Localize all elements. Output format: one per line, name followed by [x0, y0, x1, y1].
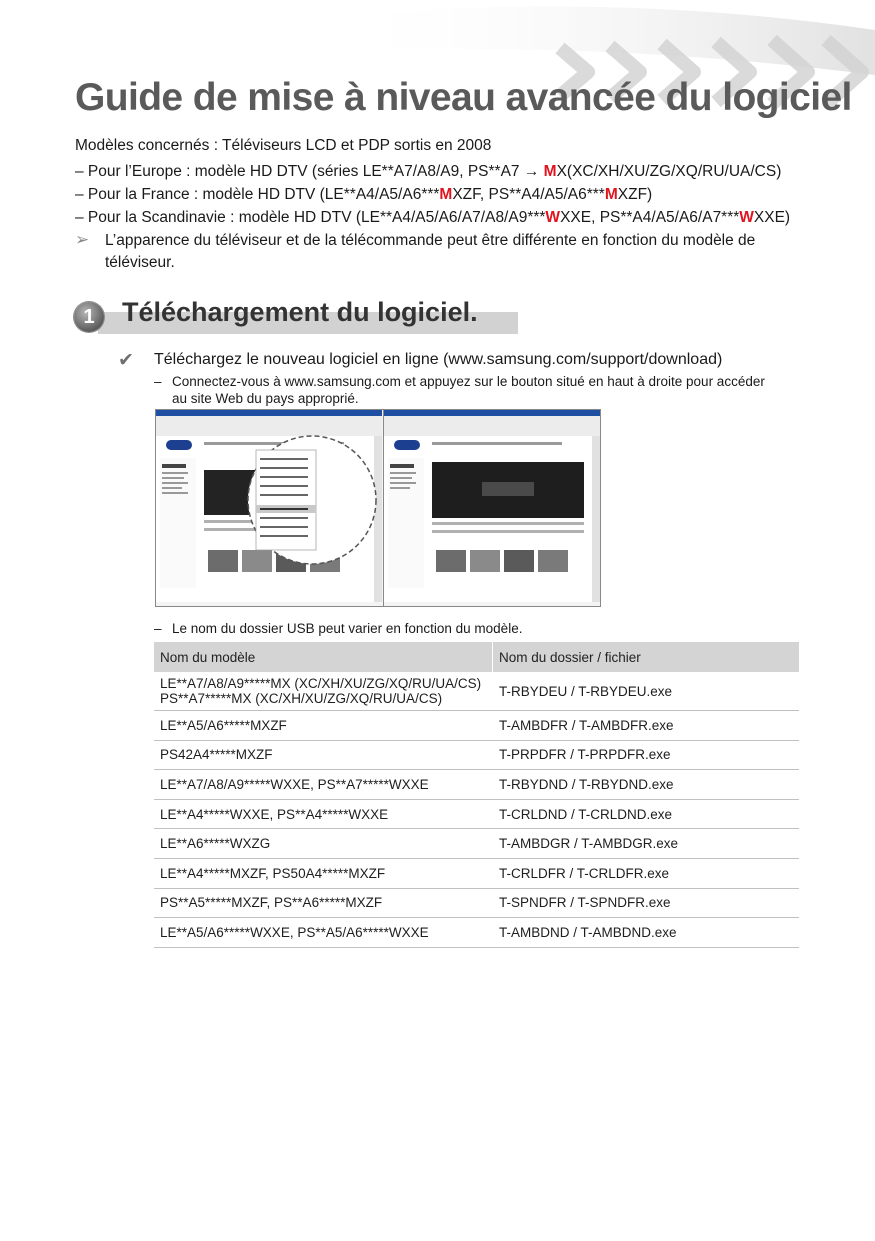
- model-cell: [154, 672, 493, 711]
- step-subtext: [154, 373, 774, 407]
- scandinavia-text: – Pour la Scandinavie : modèle HD DTV (LE**A4/A5/A6/A7/A8/A9***: [75, 209, 546, 226]
- model-line: LE**A7/A8/A9*****MX (XC/XH/XU/ZG/XQ/RU/UA/CS): [160, 676, 482, 691]
- model-cell: LE**A6*****WXZG: [154, 829, 493, 859]
- model-line: PS**A7*****MX (XC/XH/XU/ZG/XQ/RU/UA/CS): [160, 691, 443, 706]
- scandinavia-highlight: W: [545, 209, 561, 226]
- france-text-end: XZF): [617, 186, 653, 203]
- section-title: Téléchargement du logiciel.: [122, 297, 478, 327]
- dash-bullet-2: –: [154, 621, 162, 636]
- france-text: – Pour la France : modèle HD DTV (LE**A4/A5/A6***: [75, 186, 440, 203]
- browser-mockup-1: [156, 410, 382, 606]
- france-highlight-2: M: [604, 186, 618, 203]
- scandinavia-text-end: XXE): [753, 209, 791, 226]
- table-header-row: [154, 642, 799, 672]
- table-note-text: Le nom du dossier USB peut varier en fonction du modèle.: [172, 621, 523, 636]
- models-concerned: Modèles concernés : Téléviseurs LCD et PDP sortis en 2008: [75, 137, 492, 154]
- file-cell: T-AMBDFR / T-AMBDFR.exe: [493, 711, 800, 741]
- file-cell: T-SPNDFR / T-SPNDFR.exe: [493, 888, 800, 918]
- model-cell: LE**A7/A8/A9*****WXXE, PS**A7*****WXXE: [154, 770, 493, 800]
- table-row: [154, 711, 799, 741]
- table-row: [154, 799, 799, 829]
- table-row: [154, 829, 799, 859]
- step-text: Téléchargez le nouveau logiciel en ligne (www.samsung.com/support/download): [154, 351, 723, 368]
- table-row: [154, 672, 799, 711]
- step-subtext-content: Connectez-vous à www.samsung.com et appuyez sur le bouton situé en haut à droite pour accéder au site Web du pays approprié.: [172, 374, 765, 406]
- model-cell: LE**A4*****WXXE, PS**A4*****WXXE: [154, 799, 493, 829]
- table-row: [154, 740, 799, 770]
- scandinavia-line: [75, 206, 805, 229]
- model-cell: PS**A5*****MXZF, PS**A6*****MXZF: [154, 888, 493, 918]
- table-note: [154, 621, 522, 636]
- step-download: [118, 351, 818, 369]
- table-row: [154, 888, 799, 918]
- model-cell: LE**A4*****MXZF, PS50A4*****MXZF: [154, 858, 493, 888]
- scandinavia-highlight-2: W: [739, 209, 754, 226]
- screenshot-samsung-support-page: [383, 409, 601, 607]
- europe-text-end: X(XC/XH/XU/ZG/XQ/RU/UA/CS): [556, 163, 782, 180]
- checkmark-icon: ✔: [118, 350, 134, 371]
- section-number-badge: 1: [74, 302, 104, 332]
- intro-block: [75, 134, 805, 229]
- file-cell: T-RBYDEU / T-RBYDEU.exe: [493, 672, 800, 711]
- scandinavia-text-mid: XXE, PS**A4/A5/A6/A7***: [560, 209, 740, 226]
- europe-text: – Pour l’Europe : modèle HD DTV (séries LE**A7/A8/A9, PS**A7 →: [75, 163, 544, 180]
- table-row: [154, 770, 799, 800]
- header-model: Nom du modèle: [154, 642, 493, 672]
- file-cell: T-RBYDND / T-RBYDND.exe: [493, 770, 800, 800]
- dash-bullet: –: [154, 374, 162, 389]
- file-cell: T-PRPDFR / T-PRPDFR.exe: [493, 740, 800, 770]
- file-cell: T-CRLDFR / T-CRLDFR.exe: [493, 858, 800, 888]
- folder-file-table: [154, 642, 799, 948]
- europe-highlight: M: [543, 163, 557, 180]
- france-line: [75, 183, 805, 206]
- note-arrow-icon: ➢: [75, 230, 90, 249]
- model-cell: LE**A5/A6*****MXZF: [154, 711, 493, 741]
- file-cell: T-AMBDND / T-AMBDND.exe: [493, 918, 800, 948]
- table-row: [154, 918, 799, 948]
- page-title: Guide de mise à niveau avancée du logiciel: [75, 76, 852, 119]
- model-cell: PS42A4*****MXZF: [154, 740, 493, 770]
- file-cell: T-CRLDND / T-CRLDND.exe: [493, 799, 800, 829]
- note: [75, 230, 795, 274]
- model-cell: LE**A5/A6*****WXXE, PS**A5/A6*****WXXE: [154, 918, 493, 948]
- france-highlight: M: [439, 186, 453, 203]
- header-file: Nom du dossier / fichier: [493, 642, 800, 672]
- table-row: [154, 858, 799, 888]
- header-decoration: [0, 0, 875, 150]
- europe-line: [75, 160, 805, 183]
- france-text-mid: XZF, PS**A4/A5/A6***: [452, 186, 605, 203]
- file-cell: T-AMBDGR / T-AMBDGR.exe: [493, 829, 800, 859]
- section-header: [72, 296, 518, 338]
- browser-mockup-2: [384, 410, 600, 606]
- note-text: L’apparence du téléviseur et de la télécommande peut être différente en fonction du modèle de téléviseur.: [105, 232, 756, 271]
